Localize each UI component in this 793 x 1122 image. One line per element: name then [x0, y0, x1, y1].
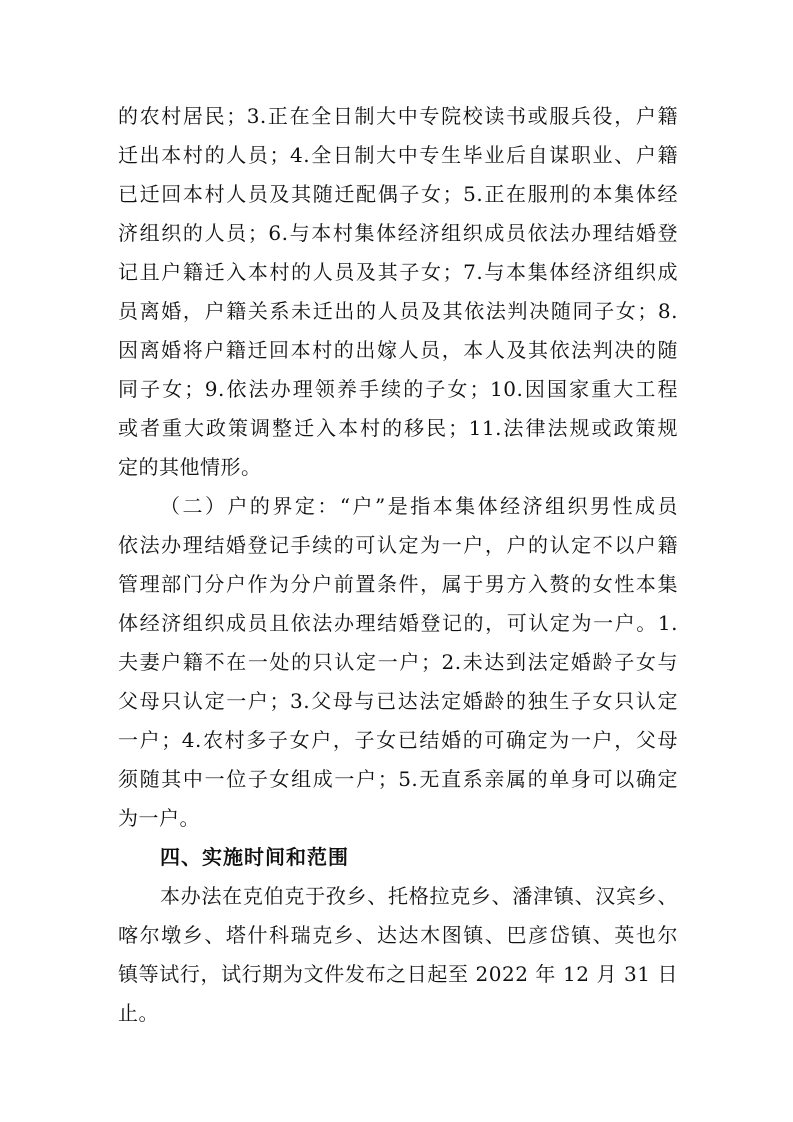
- body-line-2: 迁出本村的人员；4.全日制大中专生毕业后自谋职业、户籍: [118, 143, 678, 167]
- body-line-21: 本办法在克伯克于孜乡、托格拉克乡、潘津镇、汉宾乡、: [160, 884, 678, 908]
- body-line-10: 定的其他情形。: [118, 455, 262, 479]
- body-line-14: 体经济组织成员且依法办理结婚登记的，可认定为一户。1.: [118, 611, 678, 635]
- body-line-17: 一户；4.农村多子女户，子女已结婚的可确定为一户，父母: [118, 728, 678, 752]
- section-heading-implementation: 四、实施时间和范围: [160, 845, 349, 869]
- body-line-8: 同子女；9.依法办理领养手续的子女；10.因国家重大工程: [118, 377, 678, 401]
- body-line-15: 夫妻户籍不在一处的只认定一户；2.未达到法定婚龄子女与: [118, 650, 678, 674]
- body-line-1: 的农村居民；3.正在全日制大中专院校读书或服兵役，户籍: [118, 104, 678, 128]
- body-line-13: 管理部门分户作为分户前置条件，属于男方入赘的女性本集: [118, 572, 678, 596]
- section-household-definition-start: （二）户的界定：“户”是指本集体经济组织男性成员: [160, 494, 678, 518]
- body-line-23: 镇等试行，试行期为文件发布之日起至 2022 年 12 月 31 日: [118, 962, 678, 986]
- body-line-24: 止。: [118, 1001, 159, 1025]
- body-line-19: 为一户。: [118, 806, 200, 830]
- body-line-7: 因离婚将户籍迁回本村的出嫁人员，本人及其依法判决的随: [118, 338, 678, 362]
- body-line-4: 济组织的人员；6.与本村集体经济组织成员依法办理结婚登: [118, 221, 678, 245]
- body-line-9: 或者重大政策调整迁入本村的移民；11.法律法规或政策规: [118, 416, 678, 440]
- body-line-5: 记且户籍迁入本村的人员及其子女；7.与本集体经济组织成: [118, 260, 678, 284]
- body-line-6: 员离婚，户籍关系未迁出的人员及其依法判决随同子女；8.: [118, 299, 678, 323]
- body-line-3: 已迁回本村人员及其随迁配偶子女；5.正在服刑的本集体经: [118, 182, 678, 206]
- body-line-16: 父母只认定一户；3.父母与已达法定婚龄的独生子女只认定: [118, 689, 678, 713]
- body-line-22: 喀尔墩乡、塔什科瑞克乡、达达木图镇、巴彦岱镇、英也尔: [118, 923, 678, 947]
- body-line-12: 依法办理结婚登记手续的可认定为一户，户的认定不以户籍: [118, 533, 678, 557]
- body-line-18: 须随其中一位子女组成一户；5.无直系亲属的单身可以确定: [118, 767, 678, 791]
